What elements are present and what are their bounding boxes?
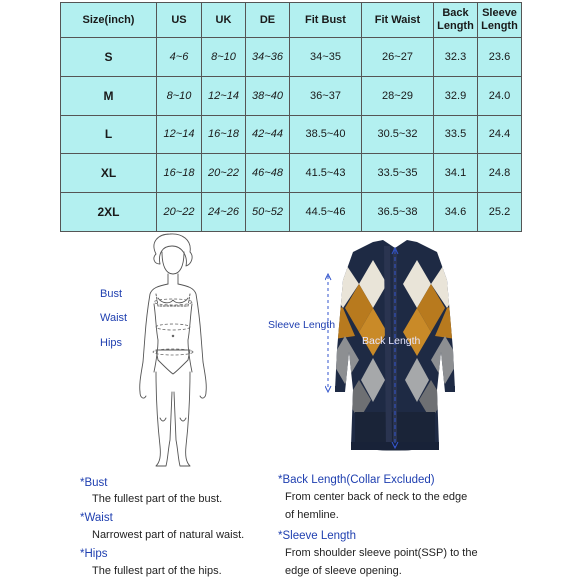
cell-back-length: 34.6 [434, 193, 478, 232]
cell-fit-waist: 26~27 [362, 38, 434, 77]
def-waist-text: Narrowest part of natural waist. [92, 529, 245, 541]
cell-fit-waist: 28~29 [362, 76, 434, 115]
cell-sleeve-length: 23.6 [478, 38, 522, 77]
header-fit-bust: Fit Bust [290, 3, 362, 38]
header-fit-waist: Fit Waist [362, 3, 434, 38]
def-bust-text: The fullest part of the bust. [92, 493, 223, 505]
label-bust: Bust [100, 288, 123, 300]
cell-uk: 16~18 [202, 115, 246, 154]
header-size: Size(inch) [61, 3, 157, 38]
cell-de: 42~44 [246, 115, 290, 154]
def-back-length-line1: From center back of neck to the edge [285, 491, 468, 503]
def-waist-title: *Waist [80, 512, 113, 524]
cell-us: 4~6 [157, 38, 202, 77]
label-hips: Hips [100, 337, 123, 349]
def-sleeve-length-line1: From shoulder sleeve point(SSP) to the [285, 547, 478, 559]
header-de: DE [246, 3, 290, 38]
cell-back-length: 32.9 [434, 76, 478, 115]
cell-back-length: 34.1 [434, 154, 478, 193]
cell-uk: 12~14 [202, 76, 246, 115]
cell-size: S [61, 38, 157, 77]
cell-size: XL [61, 154, 157, 193]
cell-de: 46~48 [246, 154, 290, 193]
label-sleeve-length: Sleeve Length [268, 319, 336, 331]
def-sleeve-length-title: *Sleeve Length [278, 530, 357, 542]
table-header-row [61, 3, 522, 38]
def-bust-title: *Bust [80, 477, 108, 489]
table-row [61, 193, 522, 232]
cell-uk: 24~26 [202, 193, 246, 232]
cell-sleeve-length: 25.2 [478, 193, 522, 232]
cell-fit-waist: 30.5~32 [362, 115, 434, 154]
table-row [61, 76, 522, 115]
cell-size: 2XL [61, 193, 157, 232]
def-back-length-line2: of hemline. [285, 509, 339, 521]
cell-fit-bust: 41.5~43 [290, 154, 362, 193]
cell-fit-bust: 36~37 [290, 76, 362, 115]
cell-de: 50~52 [246, 193, 290, 232]
table-row [61, 38, 522, 77]
def-hips-title: *Hips [80, 548, 108, 560]
def-sleeve-length-line2: edge of sleeve opening. [285, 565, 402, 577]
header-sleeve-length: Sleeve Length [478, 3, 522, 38]
body-figure-illustration [118, 232, 228, 472]
cell-fit-bust: 34~35 [290, 38, 362, 77]
cell-uk: 20~22 [202, 154, 246, 193]
cell-de: 38~40 [246, 76, 290, 115]
cell-us: 20~22 [157, 193, 202, 232]
cell-size: M [61, 76, 157, 115]
table-row [61, 154, 522, 193]
cell-sleeve-length: 24.4 [478, 115, 522, 154]
header-back-length: Back Length [434, 3, 478, 38]
cell-fit-bust: 38.5~40 [290, 115, 362, 154]
label-back-length: Back Length [362, 335, 421, 347]
def-hips-text: The fullest part of the hips. [92, 565, 222, 577]
cell-back-length: 32.3 [434, 38, 478, 77]
cell-uk: 8~10 [202, 38, 246, 77]
cell-fit-waist: 33.5~35 [362, 154, 434, 193]
cell-us: 12~14 [157, 115, 202, 154]
cell-size: L [61, 115, 157, 154]
header-uk: UK [202, 3, 246, 38]
def-back-length-title: *Back Length(Collar Excluded) [278, 474, 435, 486]
header-us: US [157, 3, 202, 38]
cell-sleeve-length: 24.8 [478, 154, 522, 193]
label-waist: Waist [100, 312, 128, 324]
table-row [61, 115, 522, 154]
cell-us: 16~18 [157, 154, 202, 193]
cell-us: 8~10 [157, 76, 202, 115]
cell-de: 34~36 [246, 38, 290, 77]
cardigan-illustration [325, 240, 465, 455]
cell-fit-bust: 44.5~46 [290, 193, 362, 232]
cell-sleeve-length: 24.0 [478, 76, 522, 115]
size-chart-table [60, 2, 522, 232]
cell-fit-waist: 36.5~38 [362, 193, 434, 232]
cell-back-length: 33.5 [434, 115, 478, 154]
